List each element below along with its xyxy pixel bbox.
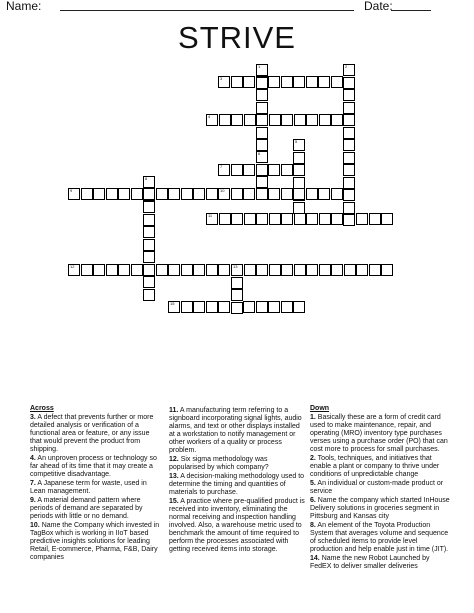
clue-text: A material demand pattern where periods of demand are separated by periods with little or no demand. (30, 497, 143, 520)
clue-text: Name the new Robot Launched by FedEX to deliver smaller deliveries (310, 555, 430, 570)
grid-cell[interactable] (343, 77, 355, 89)
grid-cell[interactable] (343, 64, 355, 76)
down-heading: Down (310, 405, 330, 412)
grid-cell[interactable] (268, 76, 280, 88)
grid-cell[interactable] (269, 213, 281, 225)
grid-cell[interactable] (168, 264, 180, 276)
grid-cell[interactable] (168, 188, 180, 200)
grid-cell[interactable] (243, 301, 255, 313)
clue-number: 4 (208, 114, 211, 119)
grid-cell[interactable] (293, 164, 305, 176)
clue-number: 12 (70, 264, 75, 269)
grid-cell[interactable] (256, 164, 268, 176)
clue-number: 5 (295, 139, 298, 144)
down-clues-column (310, 405, 450, 572)
grid-cell[interactable] (143, 239, 155, 251)
grid-cell[interactable] (218, 164, 230, 176)
clue-item (169, 473, 305, 497)
grid-cell[interactable] (193, 264, 205, 276)
clue-number: 8 (145, 176, 148, 181)
grid-cell[interactable] (68, 188, 80, 200)
grid-cell[interactable] (206, 188, 218, 200)
grid-cell[interactable] (181, 301, 193, 313)
clue-number-label: 2. (310, 455, 316, 462)
clue-item (30, 414, 162, 454)
grid-cell[interactable] (244, 114, 256, 126)
grid-cell[interactable] (143, 289, 155, 301)
grid-cell[interactable] (231, 188, 243, 200)
grid-cell[interactable] (343, 202, 355, 214)
clue-text: An unproven process or technology so far ahead of its time that it may create a competitive disadvantage. (30, 455, 157, 478)
clue-item (30, 522, 162, 562)
grid-cell[interactable] (369, 213, 381, 225)
grid-cell[interactable] (293, 76, 305, 88)
grid-cell[interactable] (293, 188, 305, 200)
grid-cell[interactable] (106, 188, 118, 200)
grid-cell[interactable] (293, 139, 305, 151)
grid-cell[interactable] (306, 76, 318, 88)
clue-text: A decision-making methodology used to determine the timing and quantities of materials to purchase. (169, 473, 305, 496)
grid-cell[interactable] (218, 188, 230, 200)
grid-cell[interactable] (318, 76, 330, 88)
grid-cell[interactable] (319, 114, 331, 126)
grid-cell[interactable] (231, 114, 243, 126)
grid-cell[interactable] (281, 264, 293, 276)
grid-cell[interactable] (343, 214, 355, 226)
grid-cell[interactable] (256, 77, 268, 89)
grid-cell[interactable] (143, 276, 155, 288)
grid-cell[interactable] (269, 264, 281, 276)
clue-text: Name the Company which invested in TagBox which is working in IIoT based predictive insights solutions for leading Retail, E-commerce, Pharma, F&B, Dairy companies (30, 522, 160, 561)
grid-cell[interactable] (343, 152, 355, 164)
clue-item (169, 407, 305, 455)
grid-cell[interactable] (244, 213, 256, 225)
grid-cell[interactable] (256, 139, 268, 151)
grid-cell[interactable] (243, 188, 255, 200)
grid-cell[interactable] (256, 188, 268, 200)
clue-number: 3 (220, 76, 223, 81)
grid-cell[interactable] (93, 264, 105, 276)
clue-number-label: 6. (310, 497, 316, 504)
grid-cell[interactable] (143, 176, 155, 188)
grid-cell[interactable] (343, 177, 355, 189)
clue-number: 2 (345, 64, 348, 69)
grid-cell[interactable] (268, 164, 280, 176)
clue-number: 6 (258, 151, 261, 156)
across-clues-column-2 (169, 407, 305, 555)
grid-cell[interactable] (268, 188, 280, 200)
grid-cell[interactable] (256, 176, 268, 188)
grid-cell[interactable] (143, 201, 155, 213)
grid-cell[interactable] (168, 301, 180, 313)
clue-item (310, 555, 450, 571)
grid-cell[interactable] (131, 188, 143, 200)
grid-cell[interactable] (256, 213, 268, 225)
grid-cell[interactable] (231, 164, 243, 176)
grid-cell[interactable] (81, 264, 93, 276)
grid-cell[interactable] (356, 264, 368, 276)
grid-cell[interactable] (219, 114, 231, 126)
grid-cell[interactable] (231, 264, 243, 276)
grid-cell[interactable] (269, 114, 281, 126)
clue-number-label: 13. (169, 473, 179, 480)
grid-cell[interactable] (331, 188, 343, 200)
clue-item (310, 455, 450, 479)
grid-cell[interactable] (281, 188, 293, 200)
clue-number: 7 (220, 164, 223, 169)
clue-item (310, 497, 450, 521)
grid-cell[interactable] (156, 188, 168, 200)
grid-cell[interactable] (343, 164, 355, 176)
grid-cell[interactable] (293, 301, 305, 313)
clue-text: An individual or custom-made product or service (310, 480, 444, 495)
grid-cell[interactable] (256, 127, 268, 139)
clue-item (310, 480, 450, 496)
grid-cell[interactable] (143, 214, 155, 226)
clue-text: Basically these are a form of credit card used to make maintenance, repair, and operating (MRO) inventory type purchases verses using a purchase order (PO) that can cost more to process for small purchases. (310, 414, 448, 453)
grid-cell[interactable] (218, 76, 230, 88)
clue-item (30, 497, 162, 521)
puzzle-title: STRIVE (178, 20, 296, 55)
grid-cell[interactable] (344, 264, 356, 276)
name-label: Name: (6, 0, 42, 13)
grid-cell[interactable] (218, 264, 230, 276)
clue-text: A defect that prevents further or more detailed analysis or verification of a functional area or feature, or any issue that would prevent the product from shipping. (30, 414, 154, 453)
grid-cell[interactable] (369, 264, 381, 276)
clue-text: An element of the Toyota Production System that averages volume and sequence of scheduled items to provide level production and help enable just in time (JIT). (310, 522, 449, 553)
clue-number: 13 (233, 264, 238, 269)
grid-cell[interactable] (331, 114, 343, 126)
clue-text: Six sigma methodology was popularised by which company? (169, 456, 269, 471)
grid-cell[interactable] (231, 76, 243, 88)
grid-cell[interactable] (306, 213, 318, 225)
clue-item (169, 498, 305, 554)
grid-cell[interactable] (206, 264, 218, 276)
date-label: Date: (364, 0, 393, 13)
grid-cell[interactable] (243, 164, 255, 176)
grid-cell[interactable] (331, 264, 343, 276)
grid-cell[interactable] (306, 114, 318, 126)
grid-cell[interactable] (343, 89, 355, 101)
grid-cell[interactable] (281, 76, 293, 88)
grid-cell[interactable] (356, 213, 368, 225)
clue-number-label: 1. (310, 414, 316, 421)
grid-cell[interactable] (118, 188, 130, 200)
clue-number: 1 (258, 64, 261, 69)
clue-item (169, 456, 305, 472)
grid-cell[interactable] (281, 114, 293, 126)
grid-cell[interactable] (181, 264, 193, 276)
grid-cell[interactable] (181, 188, 193, 200)
grid-cell[interactable] (143, 251, 155, 263)
clue-number-label: 3. (30, 414, 36, 421)
grid-cell[interactable] (256, 102, 268, 114)
clue-number-label: 10. (30, 522, 40, 529)
grid-cell[interactable] (281, 164, 293, 176)
grid-cell[interactable] (319, 264, 331, 276)
grid-cell[interactable] (256, 89, 268, 101)
grid-cell[interactable] (231, 277, 243, 289)
grid-cell[interactable] (81, 188, 93, 200)
grid-cell[interactable] (294, 114, 306, 126)
grid-cell[interactable] (206, 114, 218, 126)
across-clues-column-1 (30, 405, 162, 563)
grid-cell[interactable] (193, 301, 205, 313)
clue-number-label: 14. (310, 555, 320, 562)
grid-cell[interactable] (219, 213, 231, 225)
grid-cell[interactable] (93, 188, 105, 200)
clue-item (30, 455, 162, 479)
clue-number-label: 12. (169, 456, 179, 463)
grid-cell[interactable] (343, 102, 355, 114)
grid-cell[interactable] (244, 264, 256, 276)
grid-cell[interactable] (343, 114, 355, 126)
grid-cell[interactable] (294, 264, 306, 276)
grid-cell[interactable] (218, 301, 230, 313)
clue-number-label: 8. (310, 522, 316, 529)
grid-cell[interactable] (294, 213, 306, 225)
grid-cell[interactable] (231, 213, 243, 225)
grid-cell[interactable] (381, 264, 393, 276)
grid-cell[interactable] (256, 264, 268, 276)
grid-cell[interactable] (293, 152, 305, 164)
clue-number: 10 (220, 188, 225, 193)
grid-cell[interactable] (331, 213, 343, 225)
grid-cell[interactable] (143, 264, 155, 276)
clue-item (310, 522, 450, 554)
grid-cell[interactable] (68, 264, 80, 276)
across-heading: Across (30, 405, 54, 412)
grid-cell[interactable] (268, 301, 280, 313)
clue-item (30, 480, 162, 496)
grid-cell[interactable] (281, 213, 293, 225)
grid-cell[interactable] (231, 302, 243, 314)
clue-text: A manufacturing term referring to a signboard incorporating signal lights, audio alarms, and text or other displays installed at a workstation to notify management or other workers of a quality or process problem. (169, 407, 302, 454)
grid-cell[interactable] (256, 64, 268, 76)
grid-cell[interactable] (256, 151, 268, 163)
grid-cell[interactable] (331, 76, 343, 88)
grid-cell[interactable] (131, 264, 143, 276)
grid-cell[interactable] (156, 264, 168, 276)
clue-item (310, 414, 450, 454)
grid-cell[interactable] (319, 213, 331, 225)
grid-cell[interactable] (193, 188, 205, 200)
clue-text: Name the company which started InHouse Delivery solutions in groceries segment in Pittsburg and Kansas city (310, 497, 450, 520)
clue-number-label: 15. (169, 498, 179, 505)
clue-number-label: 5. (310, 480, 316, 487)
grid-cell[interactable] (206, 301, 218, 313)
clue-number: 11 (208, 213, 213, 218)
grid-cell[interactable] (343, 189, 355, 201)
grid-cell[interactable] (243, 76, 255, 88)
clue-number: 9 (70, 188, 73, 193)
grid-cell[interactable] (256, 114, 268, 126)
clue-number-label: 4. (30, 455, 36, 462)
grid-cell[interactable] (118, 264, 130, 276)
grid-cell[interactable] (106, 264, 118, 276)
grid-cell[interactable] (143, 188, 155, 200)
grid-cell[interactable] (306, 264, 318, 276)
clue-text: A Japanese term for waste, used in Lean management. (30, 480, 147, 495)
clue-number-label: 9. (30, 497, 36, 504)
grid-cell[interactable] (281, 301, 293, 313)
grid-cell[interactable] (306, 188, 318, 200)
clue-number: 15 (170, 301, 175, 306)
grid-cell[interactable] (206, 213, 218, 225)
clue-number-label: 7. (30, 480, 36, 487)
clue-text: A practice where pre-qualified product is received into inventory, eliminating the normal receiving and inspection handling involved. Also, a warehouse metric used to benchmark the amount of time required to perform the processes associated with getting received items into storage. (169, 498, 305, 553)
grid-cell[interactable] (143, 226, 155, 238)
clue-text: Tools, techniques, and initiatives that enable a plant or company to thrive under conditions of unpredictable change (310, 455, 440, 478)
grid-cell[interactable] (381, 213, 393, 225)
grid-cell[interactable] (318, 188, 330, 200)
grid-cell[interactable] (256, 301, 268, 313)
grid-cell[interactable] (343, 139, 355, 151)
grid-cell[interactable] (231, 289, 243, 301)
clue-number-label: 11. (169, 407, 179, 414)
grid-cell[interactable] (343, 127, 355, 139)
